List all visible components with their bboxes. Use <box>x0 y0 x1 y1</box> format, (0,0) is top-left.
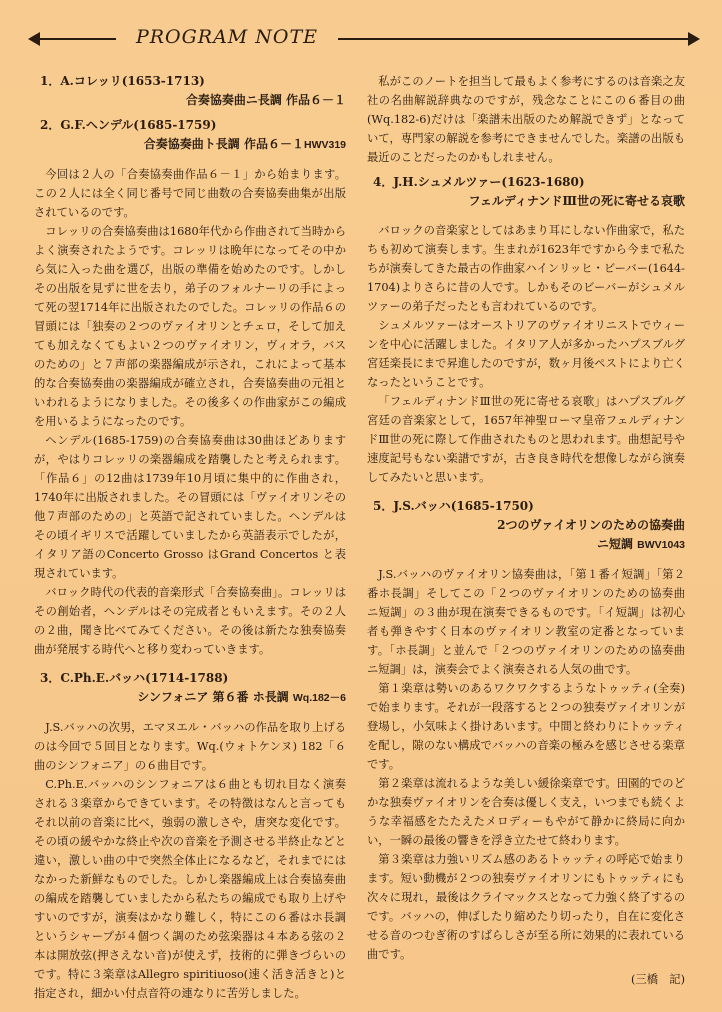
author-signature: (三橋 記) <box>630 973 685 986</box>
section-work-corelli <box>34 91 346 110</box>
section-work-js-bach <box>367 516 685 535</box>
paragraph: ヘンデル(1685-1759)の合奏協奏曲は30曲ほどありますが，やはりコレッリの楽器編成を踏襲したと考えられます。「作品６」の12曲は1739年10月頃に集中的に作曲され，1740年に出版されました。その冒頭には「ヴァイオリンその他７声部のための」と英語で記されていました。ヘンデルはその頃イギリスで活躍していましたから英語表示でしたが，イタリア語のConcerto Grosso はGrand Concertos と表現されています。 <box>34 434 346 580</box>
paragraph: 第１楽章は勢いのあるワクワクするようなトゥッティ(全奏)で始まります。それが一段落すると２つの独奏ヴァイオリンが登場し，小気味よく掛けあいます。中間と終わりにトゥッティを配し，隙のない構成でバッハの音楽の極みを感じさせる楽章です。 <box>367 682 685 771</box>
paragraph: シュメルツァーはオーストリアのヴァイオリニストでウィーンを中心に活躍しました。イタリア人が多かったハプスブルグ宮廷楽長にまで昇進したのですが，数ヶ月後ペストにより亡くなったということです。 <box>367 319 685 389</box>
work-title: 合奏協奏曲ト長調 作品６－１ <box>143 137 304 151</box>
section-heading-js-bach: 5．J.S.バッハ(1685-1750) <box>373 499 534 513</box>
paragraph: 第２楽章は流れるような美しい緩徐楽章です。田園的でのどかな独奏ヴァイオリンを合奏は優しく支え，いつまでも続くような幸福感をたたえたメロディーもやがて静かに終局に向かい，一瞬の最後の響きを浮き立たせて終わります。 <box>367 777 685 847</box>
section-work-js-bach-key <box>367 535 685 555</box>
work-title: シンフォニア 第６番 ホ長調 <box>137 690 289 704</box>
work-title: 合奏協奏曲ニ長調 作品６－１ <box>185 93 346 107</box>
page-title: PROGRAM NOTE <box>135 26 319 48</box>
paragraph: 今回は２人の「合奏協奏曲作品６－１」から始まります。この２人には全く同じ番号で同じ曲数の合奏協奏曲集が出版されているのです。 <box>34 168 346 219</box>
page-header <box>28 26 698 52</box>
catalog-number: Wq.182－6 <box>292 692 346 704</box>
header-arrow-right-icon <box>688 32 700 46</box>
paragraph: 「フェルディナンドⅢ世の死に寄せる哀歌」はハプスブルグ宮廷の音楽家として，1657年神聖ローマ皇帝フェルディナンドⅢ世の死に際して作曲されたものと思われます。曲想記号や速度記号もない楽譜ですが，古き良き時代を想像しながら演奏してみたいと思います。 <box>367 395 685 484</box>
section-work-schmelzer <box>367 192 685 211</box>
section-work-handel <box>34 135 346 155</box>
catalog-number: BWV1043 <box>637 539 685 551</box>
section-heading-corelli: 1．A.コレッリ(1653-1713) <box>40 74 205 88</box>
header-rule-left <box>38 38 116 40</box>
section-heading-cpe-bach: 3．C.Ph.E.バッハ(1714-1788) <box>40 671 229 685</box>
header-rule-right <box>338 38 690 40</box>
work-key: ニ短調 <box>596 537 633 551</box>
section-heading-schmelzer: 4．J.H.シュメルツァー(1623-1680) <box>373 175 585 189</box>
catalog-number: HWV319 <box>303 139 346 151</box>
paragraph: J.S.バッハのヴァイオリン協奏曲は，「第１番イ短調」「第２番ホ長調」そしてこの「２つのヴァイオリンのための協奏曲 ニ短調」の３曲が現在演奏できるものです。「イ短調」は初心者も弾きやすく日本のヴァイオリン教室の定番となっています。「ホ長調」と並んで「２つのヴァイオリンのための協奏曲 ニ短調」は，演奏会でよく演奏される人気の曲です。 <box>367 568 685 676</box>
paragraph: 第３楽章は力強いリズム感のあるトゥッティの呼応で始まります。短い動機が２つの独奏ヴァイオリンにもトゥッティにも次々に現れ，最後はクライマックスとなって力強く終了するのです。バッハの，伸ばしたり縮めたり切ったり，自在に変化させる音のつむぎ術のすばらしさが至る所に効果的に表れている曲です。 <box>367 853 685 961</box>
paragraph: バロックの音楽家としてはあまり耳にしない作曲家で，私たちも初めて演奏します。生まれが1623年ですから今まで私たちが演奏してきた最古の作曲家ハインリッヒ・ビーバー(1644-1704)よりさらに昔の人です。しかもそのビーバーがシュメルツァーの弟子だったとも言われているのです。 <box>367 224 685 313</box>
paragraph: 私がこのノートを担当して最もよく参考にするのは音楽之友社の名曲解説辞典なのですが，残念なことにこの６番目の曲(Wq.182-6)だけは「楽譜未出版のため解説できず」となっていて，専門家の解説を参考にできませんでした。楽譜の出版も最近のことだったのかもしれません。 <box>367 75 685 164</box>
work-title: フェルディナンドⅢ世の死に寄せる哀歌 <box>468 194 685 208</box>
section-work-cpe-bach <box>34 688 346 708</box>
left-column <box>34 72 346 1003</box>
paragraph: C.Ph.E.バッハのシンフォニアは６曲とも切れ目なく演奏される３楽章からできています。その特徴はなんと言ってもそれ以前の音楽に比べ，強弱の激しさや，唐突な変化です。その頃の緩やかな終止や次の音楽を予測させる半終止などと違い，激しい曲の中で突然全体止になるなど，それまでにはなかった新鮮なものでした。しかし楽器編成上は合奏協奏曲の編成を踏襲していましたから私たちの編成でも取り上げやすいのですが，演奏はかなり難しく，特にこの６番はホ長調というシャープが４個つく調のため弦楽器は４本ある弦の２本は開放弦(押さえない音)が使えず，技術的に弾きづらいのです。特に３楽章はAllegro spiritiuoso(速く活き活きと)と指定され，細かい付点音符の連なりに苦労しました。 <box>34 778 346 1000</box>
paragraph: バロック時代の代表的音楽形式「合奏協奏曲」。コレッリはその創始者，ヘンデルはその完成者ともいえます。その２人の２曲，聞き比べてみてください。その後は新たな独奏協奏曲が発展する時代へと移り変わっていきます。 <box>34 586 346 656</box>
section-heading-handel: 2．G.F.ヘンデル(1685-1759) <box>40 118 217 132</box>
right-column <box>367 72 685 989</box>
work-title: 2つのヴァイオリンのための協奏曲 <box>497 518 685 532</box>
paragraph: コレッリの合奏協奏曲は1680年代から作曲されて当時からよく演奏されたようです。コレッリは晩年になってその中から気に入った曲を選び，出版の準備を始めたのです。しかしその出版を見ずに世を去り，弟子のフォルナーリの手によって死の翌1714年に出版されたのでした。コレッリの作品６の冒頭には「独奏の２つのヴァイオリンとチェロ，そして加えても加えなくてもよい２つのヴァイオリン，ヴィオラ，バスのための」と７声部の楽器編成が示され，これによって基本的な合奏協奏曲の楽器編成が確立され，合奏協奏曲の元祖といわれるようになりました。その後多くの作曲家がこの編成を用いるようになったのです。 <box>34 225 346 428</box>
paragraph: J.S.バッハの次男，エマヌエル・バッハの作品を取り上げるのは今回で５回目となります。Wq.(ウォトケンヌ) 182「６曲のシンフォニア」の６曲目です。 <box>34 721 346 772</box>
